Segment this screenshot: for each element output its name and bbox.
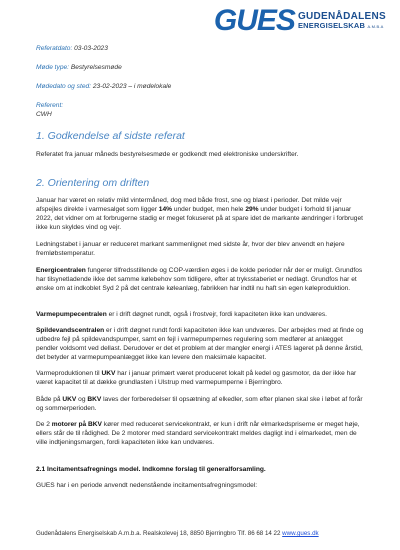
referat-date-value: 03-03-2023 [72, 45, 108, 52]
logo-text [298, 12, 386, 31]
p6-part-c: har i januar primært været produceret lokalt på kedel og gasmotor, da der ikke har været kapacitet til at dække grundlasten i Ulstrup med varmepumperne i Bjerringbro. [36, 370, 357, 387]
p5-text: er i drift døgnet rundt fordi kapaciteten ikke kan undværes. Der arbejdes med at finde og udbedre fejl på spildevandspumper, samt en fejl i varmepumpernes regulering som medfører at anlægget pendler voldsomt ved dellast. Derudover er det et problem at der mangler energi i ATES lageret på denne årstid, det betyder at varmepumpeanlægget ikke kan levere den maksimale kapacitet. [36, 327, 364, 362]
p4-text: er i drift døgnet rundt, også i frostvejr, fordi kapaciteten ikke kan undværes. [106, 311, 328, 318]
p7-bold-1: UKV [62, 396, 77, 403]
page-footer [36, 530, 319, 537]
section-2-1-heading: 2.1 Incitamentsafregnings model. Indkomne forslag til generalforsamling. [36, 466, 266, 473]
p7-part-d: laves der forberedelser til opsætning af elkedler, som efter planen skal ske i løbet af forår og sommerperioden. [36, 396, 363, 413]
p6-part-a: Varmeproduktionen til [36, 370, 102, 377]
p7-part-c: og [76, 396, 88, 403]
section-2-paragraph-4 [36, 310, 366, 319]
footer-website-link[interactable]: www.gues.dk [282, 530, 319, 537]
footer-text: Gudenådalens Energiselskab A.m.b.a. Realskolevej 18, 8850 Bjerringbro Tlf. 86 68 14 22 [36, 530, 283, 537]
company-logo [213, 4, 386, 37]
section-2-paragraph-1 [36, 196, 366, 232]
p8-bold: motorer på BKV [51, 421, 102, 428]
p7-bold-2: BKV [87, 396, 102, 403]
p3-text: fungerer tilfredsstillende og COP-værdien øges i de kolde perioder når der er muligt. Grundfos har tilsynetladende ikke det samme kølebehov som tidligere, efter at tryksstaberiet er nedlagt. Grundfos har et ønske om at indkoblet Syd 2 på det centrale køleanlæg, fabrikken har indtil nu haft sin egen køleproduktion. [36, 267, 363, 293]
logo-suffix: A.M.B.A [367, 23, 384, 29]
logo-mark: GUES [213, 4, 295, 37]
referent-label: Referent: [36, 102, 64, 109]
meeting-date-label: Mødedato og sted: [36, 83, 91, 90]
p8-part-a: De 2 [36, 421, 52, 428]
section-2-heading: 2. Orientering om driften [36, 177, 150, 189]
p1-bold-1: 14% [158, 206, 172, 214]
p1-bold-2: 29% [245, 206, 259, 214]
referat-date-label: Referatdato: [36, 45, 73, 52]
section-1-heading: 1. Godkendelse af sidste referat [36, 130, 185, 142]
p3-bold: Energicentralen [36, 267, 86, 274]
p6-bold: UKV [101, 370, 116, 377]
p1-part-d: under budget i forhold til januar 2022, det vidner om at forbrugerne stadig er meget fokuseret på at spare idet de markante ændringer i forbruget ikke kun skyldes vind og vejr. [36, 206, 363, 232]
referent [36, 101, 63, 119]
p1-part-c: under budget, men hele [171, 206, 246, 214]
meeting-date-place [36, 82, 171, 91]
meeting-date-value: 23-02-2023 – i mødelokale [90, 83, 172, 90]
logo-line2 [298, 21, 386, 31]
section-2-paragraph-3 [36, 266, 366, 293]
section-2-paragraph-8 [36, 420, 366, 447]
p1-part-a: Januar har været en relativ mild vintermåned, dog med både frost, sne og blæst i perioder. Det milde vejr afspejles direkte i varmesalget som ligger [36, 197, 342, 214]
referent-value: CWH [36, 111, 52, 118]
section-1-text: Referatet fra januar måneds bestyrelsesmøde er godkendt med elektroniske underskrifter. [36, 151, 299, 158]
section-2-paragraph-7 [36, 395, 366, 413]
p5-bold: Spildevandscentralen [36, 327, 105, 334]
meeting-type-label: Møde type: [36, 64, 69, 71]
meeting-type-value: Bestyrelsesmøde [68, 64, 122, 71]
logo-line2-text: ENERGISELSKAB [297, 20, 366, 30]
referat-date [36, 44, 108, 53]
section-2-paragraph-2: Ledningstabet i januar er reduceret markant sammenlignet med sidste år, hvor der blev anvendt en højere fremløbstemperatur. [36, 241, 345, 258]
p7-part-a: Både på [36, 396, 63, 403]
meeting-type [36, 63, 122, 72]
p4-bold: Varmepumpecentralen [36, 311, 107, 318]
logo-line1: GUDENÅDALENS [297, 10, 386, 22]
section-2-1-text: GUES har i en periode anvendt nedenstående incitamentsafregningsmodel: [36, 482, 258, 489]
p8-part-c: kører med reduceret servicekontrakt, er kun i drift når elmarkedspriserne er meget høje, ellers står de til rådighed. De 2 motorer med standard servicekontrakt meldes dagligt ind i elmarkedet, men de ville indtjeningsmargen, fordi kapaciteten ikke kan undværes. [36, 421, 360, 447]
section-2-paragraph-6 [36, 369, 366, 387]
section-2-paragraph-5 [36, 326, 366, 362]
